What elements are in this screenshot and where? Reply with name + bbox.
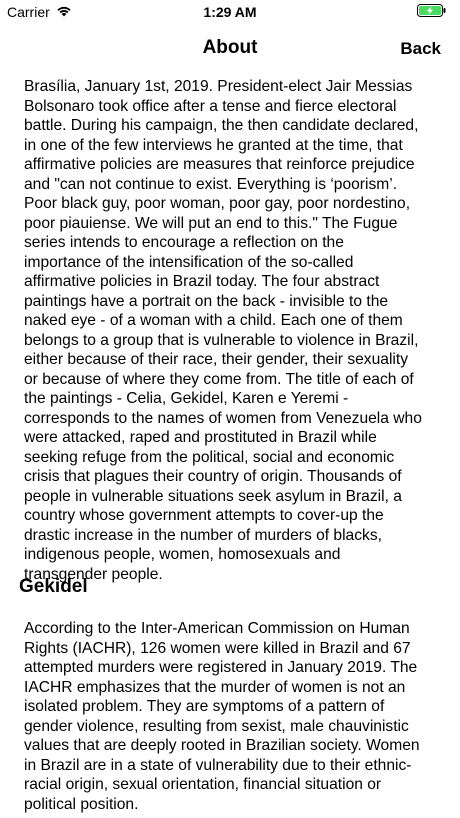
about-content[interactable] — [0, 68, 460, 818]
battery-charging-icon — [417, 4, 447, 17]
status-bar — [0, 0, 460, 24]
navigation-bar — [0, 24, 460, 68]
page-title: About — [202, 37, 258, 58]
back-button[interactable]: Back — [400, 39, 441, 58]
carrier-label: Carrier — [7, 4, 50, 20]
section-heading-gekidel: Gekidel — [19, 576, 88, 597]
section-paragraph: According to the Inter-American Commission on Human Rights (IACHR), 126 women were killed in Brazil and 67 attempted murders were registered in January 2019. The IACHR emphasizes that the murder of women is not an isolated problem. They are symptoms of a pattern of gender violence, resulting from sexist, male chauvinistic values that are deeply rooted in Brazilian society. Women in Brazil are in a state of vulnerability due to their ethnic- racial origin, sexual orientation, financial situation or political position. — [24, 620, 420, 813]
intro-paragraph: Brasília, January 1st, 2019. President-elect Jair Messias Bolsonaro took office after a tense and fierce electoral battle. During his campaign, the then candidate declared, in one of the few interviews he granted at the time, that affirmative policies are measures that reinforce prejudice and "can not continue to exist. Everything is ‘poorism’. Poor black guy, poor woman, poor gay, poor nordestino, poor piauiense. We will put an end to this." The Fugue series intends to encourage a reflection on the importance of the intensification of the so-called affirmative policies in Brazil today. The four abstract paintings have a portrait on the back - invisible to the naked eye - of a woman with a child. Each one of them belongs to a group that is vulnerable to violence in Brazil, either because of their race, their gender, their sexuality or because of where they come from. The title of each of the paintings - Celia, Gekidel, Karen e Yeremi - corresponds to the names of women from Venezuela who were attacked, raped and prostituted in Brazil while seeking refuge from the political, social and economic crisis that plagues their country of origin. Thousands of people in vulnerable situations seek asylum in Brazil, a country whose government attempts to cover-up the drastic increase in the number of murders of blacks, indigenous people, women, homosexuals and transgender people. — [24, 78, 422, 583]
clock: 1:29 AM — [203, 4, 257, 20]
